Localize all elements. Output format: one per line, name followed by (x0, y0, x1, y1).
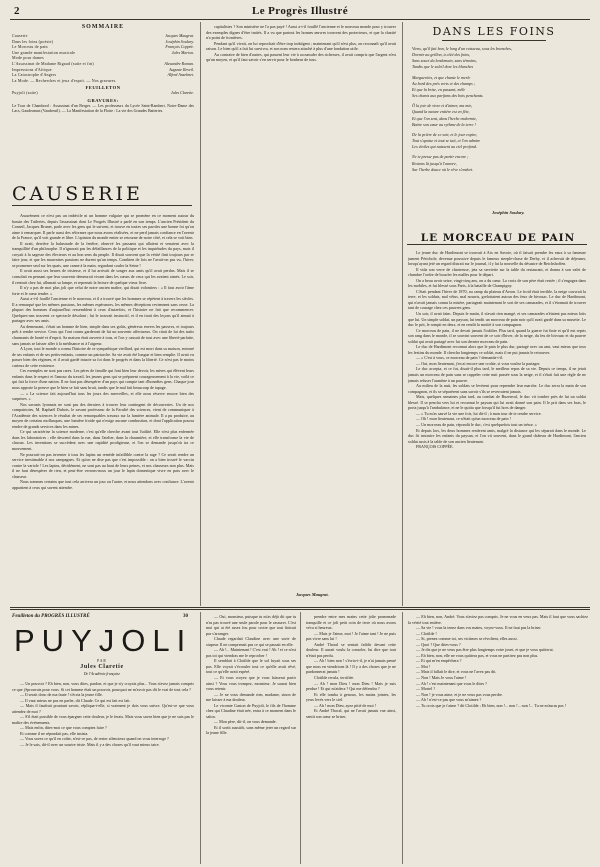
paragraph: — Un morceau de pain, répondit le duc, c'est quelquefois tout un trésor. » (416, 421, 537, 427)
sommaire-row (12, 90, 194, 96)
paragraph: — Il vaut mieux ne pas en parler, dit Claude. Ce qui est fait est fait. (20, 697, 131, 703)
poem-line: Viens, qu'il fait bon, le long d'un ruisseau, sous les branches, (412, 46, 512, 51)
paragraph: Un soir, il avait faim. Depuis le matin, il n'avait rien mangé, et ses camarades n'étaient pas mieux lotis que lui. Un simple soldat, un paysan, lui tendit un morceau de pain noir qu'il avait gardé dans sa musette. Le duc le prit, le rompit en deux, et en rendit la moitié à son compagnon. (408, 311, 586, 328)
paragraph: capitalistes ? Son ministère ne l'a pas payé ! Aussi a-t-il fouillé l'ancienne et le nouveau monde pour y trouver des exemples dignes d'être imités. Il a vu que partout les bonnes œuvres trouvent des protecteurs, et que la charité n'a point de frontières. (206, 24, 396, 41)
poem-line: Restons là jusqu'à l'aurore, (412, 160, 457, 166)
poem-line: Sur l'herbe douce où le rêve s'endort. (412, 166, 474, 172)
paragraph: Nos savants lyonnais ne sont pas des derniers à trouver leur contingent de découvertes. Un de nos compatriotes, M. Raphaël Dubois, le savant professeur de la Faculté des sciences, vient de communiquer à l'Académie des sciences le résultat de ses remarquables travaux sur la lumière animale. Il a pu produire, au moyen de certains mollusques, une lumière froide qui n'exige aucune combustion, et dont l'application pourra rendre de grands services dans les mines. (12, 401, 194, 429)
feuilleton-number: 30 (183, 614, 188, 619)
paragraph: — S'il était possible de vous épargner cette douleur, je le ferais. Mais vous savez bien que je ne suis pas le maître des événements. (12, 714, 194, 725)
paragraph: — Et vous croyez que je vous laisserai partir ainsi ? Vous vous trompez, monsieur. Je saurai bien vous retenir. (206, 675, 296, 692)
paragraph: Le duc de Hardimont reconnut alors que le pain le plus dur, partagé avec un ami, vaut mieux que tous les festins du monde. Il chercha longtemps ce soldat, mais il ne put jamais le retrouver. (408, 344, 586, 355)
paragraph: Clotilde recula, terrifiée. (314, 675, 355, 681)
paragraph: — Oui, mon lieutenant, j'en ai encore une croûte, si vous voulez la partager. (416, 360, 541, 366)
paragraph: Mais, quelques semaines plus tard, au combat de Buzenval, le duc vit tomber près de lui un soldat blessé. Il se pencha vers lui et reconnut le paysan qui lui avait donné son pain. Il le prit dans ses bras, le porta jusqu'à l'ambulance, et ne le quitta que lorsqu'il fut hors de danger. (408, 394, 586, 411)
paragraph: — Ah !... Maintenant ! C'est vrai ! Ah ! et ce n'est pas toi qui viendras me le reprocher ! (206, 647, 296, 658)
column-rule (300, 612, 301, 864)
paragraph: — Vous savez ce qu'il en coûte, n'est-ce pas, de rester silencieux quand on vous interroge ? (20, 736, 169, 742)
poem-line: Ses chants aux parfums des bois penchants. (412, 93, 484, 99)
paragraph: — Mais il faudrait pourtant savoir, répliqua-t-elle, si vraiment je dois vous suivre. Qu'est-ce que vous attendez de moi ? (12, 703, 194, 714)
paragraph: Et depuis lors, les deux hommes restèrent amis, malgré la distance qui les séparait dans le monde. Le duc fit instruire les enfants du paysan, et l'on vit souvent, dans le grand château de Hardimont, l'ancien soldat assis à la table de son ancien lieutenant. (408, 427, 586, 444)
poem-line: Tandis que le soleil dore les blanches (412, 64, 474, 70)
paragraph: Ce morceau de pain, il ne devait jamais l'oublier. Plus tard, quand la guerre fut finie et qu'il eut repris son rang dans le monde, il se souvint souvent de ce soir d'hiver, de la neige, du feu de bivouac et du pauvre soldat qui avait partagé avec lui son dernier morceau de pain. (408, 327, 586, 344)
sommaire-item-author: Alfred Anselmet. (167, 72, 194, 78)
poem-line: Quand la nature entière est en fête, (412, 109, 470, 115)
paragraph: Au demeurant, c'était un homme de bien, simple dans ses goûts, généreux envers les pauvres, et toujours prêt à rendre service. Ceux qui l'ont connu garderont de lui un souvenir affectueux. On citait de lui des traits charmants de bonté et d'esprit. Sa maison était ouverte à tous, et l'on y causait de tout avec une liberté parfaite, sans jamais se laisser aller à la médisance ni à l'aigreur. (12, 323, 194, 346)
paragraph: Et comme il ne répondait pas, elle insista. (20, 730, 89, 736)
feuilleton-column-4 (408, 614, 588, 863)
sommaire-item-author: Joséphin Soulary. (165, 38, 194, 44)
paragraph: Le vicomte Gaston de Puyjoli, le fils de l'homme chez qui Claudine était née, entra à ce moment dans le salon. (206, 702, 296, 719)
poem-rule (442, 40, 546, 41)
paragraph: — « C'est à vous, ce morceau de pain ? demanda-t-il. (416, 355, 504, 361)
sommaire-item-label: Causerie (12, 33, 28, 38)
paragraph: — Tu crois que je t'aime ? dit Clotilde ; Eh bien, non !... non !... non !... Tu ne m'auras pas ! (416, 702, 566, 708)
sommaire-item-author: Alexandre Roman. (164, 60, 194, 66)
paragraph: Et elle tomba à genoux, les mains jointes, les yeux levés vers le ciel. (306, 691, 396, 703)
feuilleton-heading: Feuilleton du PROGRÈS ILLUSTRÉ (12, 614, 90, 619)
paragraph: Il n'y a pas de mot plus joli que celui de notre ancien maître, qui disait volontiers : « Il faut avoir l'âme forte et le cœur tendre. » (12, 285, 194, 296)
poem-line: Les étoiles qui naissent au ciel profond. (412, 144, 478, 150)
paragraph: Ne pourrait-on pas inventer à tous les lapins un remède infaillible contre la rage ? Ce serait rendre un service inestimable à nos campagnes. Et qu'on ne dise pas que c'est impossible : on a bien trouvé le vaccin contre la variole ! Les lapins, décidément, ne sont pas au bout de leurs peines, et nos chasseurs non plus. Mais il ne faut désespérer de rien, et peut-être verrons-nous un jour le lapin domestique vivre en paix avec le chasseur. (12, 451, 194, 479)
paragraph: — Un pouvoir ? Eh bien, non, vous dites, pardon, et que je n'y croyais plus... Vous n'avez jamais compris ce que j'éprouvais pour vous. Si cet homme était un pouvoir, pourquoi ne m'avoir pas dit le vrai de tout cela ? (12, 681, 194, 692)
poem-line: Sans souci du lendemain, sans témoins, (412, 58, 477, 64)
feuilleton-label: FEUILLETON (85, 85, 121, 91)
poem-stanza (412, 154, 582, 172)
paragraph: — Oh ! mon lieutenant, ce n'était qu'un morceau de pain ! (416, 416, 511, 422)
paragraph: — Oui, monsieur, puisque tu m'as déjà dit que tu n'as pas trouvé une seule parole pour le rassurer. C'est moi qui ai été assez fou pour croire que tout finirait par s'arranger. (206, 614, 296, 636)
poem-stanza (412, 132, 582, 150)
paragraph: Au contraire de bien d'autres, qui passent leur vie à accumuler des richesses, il avait compris que l'argent n'est qu'un moyen, et qu'il faut savoir s'en servir pour le bonheur de tous. (206, 51, 396, 63)
paragraph: Aussi a-t-il fouillé l'ancienne et le nouveau, et il a trouvé que les hommes se répètent à travers les siècles. Il a remarqué que les mêmes passions, les mêmes espérances, les mêmes déceptions reviennent sans cesse. La plupart des hommes d'aujourd'hui ressemblent à ceux d'autrefois, et l'histoire ne fait que recommencer. Quelques-uns trouvent ce spectacle désolant ; lui le trouvait instructif, et il en tirait des leçons qu'il aimait à partager avec ses amis. (12, 296, 194, 324)
poem-line: Marguerites, et que chante le merle (412, 74, 471, 80)
column-2-body (206, 24, 396, 584)
page-number: 2 (14, 5, 20, 17)
paragraph: — Je le sais, dit-il avec un sourire triste. Mais il y a des choses qu'il vaut mieux taire. (20, 742, 160, 748)
sommaire-item-label: Puyjoli (suite) (12, 90, 38, 96)
sommaire-item-label: L'Assassinat de Madame Rigaud (suite et fin) (12, 60, 94, 66)
paragraph: — Clotilde ! (416, 630, 437, 636)
feuilleton-academy: De l'Académie française (83, 672, 121, 676)
sommaire-list (12, 33, 194, 83)
feuilleton-column-2 (206, 614, 296, 863)
morceau-title: LE MORCEAU DE PAIN (420, 232, 576, 244)
paragraph: On a beau avoir seize, vingt-cinq ans, on a du cœur. La croix de son père était restée ; il s'engagea dans les mobiles, et fut blessé sous Paris, à la bataille de Champigny. (408, 277, 586, 289)
gravures-text: Le Tour de Chambord : Assassinat d'un Berger. — Les professeurs du Lycée Saint-Rambert, Notre-Dame des Lacs, Gaudeamus (Vaudreuil). — La Manifestation de la Flotte : La vie des Grandes Batteries. (12, 102, 194, 114)
gravures-label: GRAVURES: (87, 97, 119, 103)
paragraph: — Mais il fallait le dire, et vous ne l'avez pas dit. (416, 669, 497, 675)
paragraph: Et André Thoral, qui ne l'avait jamais vue ainsi, sentit son cœur se briser. (306, 708, 396, 719)
sommaire-item-label: Mode pour dames (12, 55, 44, 61)
paragraph: Pendant qu'il vivait, on lui reprochait d'être trop indulgent ; maintenant qu'il n'est plus, on reconnaît qu'il avait raison. Le bien qu'il a fait lui survivra, et son nom restera attaché à plus d'une fondation utile. (206, 40, 396, 52)
sommaire-item-label: La Catastrophe d'Angers (12, 72, 57, 78)
paragraph: — Il serait donc de ma faute ! s'écria la jeune fille. (20, 692, 103, 698)
paragraph: C'était pendant l'hiver de 1870, au camp du plateau d'Avron. Le froid était terrible, la neige couvrait la terre, et les soldats, mal vêtus, mal nourris, grelottaient autour des feux de bivouac. Le duc de Hardimont, qui n'avait jamais connu la misère, partageait maintenant le sort de ses camarades, et il s'étonnait de trouver tant de courage chez ces pauvres gens. (408, 288, 586, 311)
paragraph: — Mortel ? (416, 686, 436, 692)
paragraph: — Non ! Mais Je vous l'aime ! (416, 675, 467, 681)
paragraph: — Ah ! n'est-ce pas que vous m'aimez ? (416, 697, 482, 703)
paragraph: A Lyon, tout le monde a connu l'histoire de ce sympathique vieillard, qui est mort dans sa maison, entouré de ses enfants et de ses petits-enfants, comme un patriarche. Sa vie avait été longue et bien remplie. Il avait vu passer bien des régimes, et il avait gardé intacte sa foi dans le progrès et dans la liberté. Ce n'est pas le moins curieux de cette existence. (12, 346, 194, 368)
poem-line: Et que l'on sent, dans l'herbe endormie, (412, 115, 477, 121)
sommaire-title: SOMMAIRE (81, 24, 125, 30)
column-rule (200, 22, 201, 606)
paragraph: Le jeune duc de Hardimont se trouvait à Aix en Savoie, où il faisait prendre les eaux à sa fameuse jument Périchole, devenue poussive depuis le fameux steeple-chase de Derby, et il achevait de déjeuner, lorsqu'ayant jeté un regard distrait sur le journal, il y lut la nouvelle du désastre de Reichshoffen. (408, 250, 586, 267)
poem-stanza (412, 103, 582, 128)
paragraph: Il semblait à Clotilde que le sol fuyait sous ses pas. Elle voyait s'écrouler tout ce qu'elle avait rêvé, tout ce qu'elle avait espéré. (206, 658, 296, 675)
poem-line: Au bord des prés verts et des champs ; (412, 80, 476, 86)
poem-line: Dormir au grillon, à côté des foins, (412, 52, 470, 58)
feuilleton-column-1 (12, 681, 194, 863)
paragraph: — « La science fait aujourd'hui tous les jours des merveilles, et elle nous réserve encore bien des surprises. » (12, 390, 194, 402)
paragraph: Assurément ce n'est pas un imbécile ni un homme vulgaire qui se promène en ce moment autour du bassin des Tuileries, depuis l'assassinat dont Le Progrès Illustré a parlé en son temps. L'ancien Président du Conseil, Jacques Brunet, parle avec les gens qui le suivent, et trouve en toutes ses paroles une bonne foi qu'on aime à remarquer. Il parle aussi des réformes que nous avons réalisées, et ne perd jamais confiance en l'avenir de la France, qu'il voit grande et libre. L'opinion du monde entier se retourne de notre côté, et cela se voit bien. (12, 213, 194, 241)
paragraph: Ce qui caractérise la science moderne, c'est qu'elle cherche avant tout l'utilité. Elle n'est plus enfermée dans les laboratoires ; elle descend dans la rue, dans l'atelier, dans la chaumière, et elle transforme la vie de chacun. Les inventions se succèdent avec une rapidité prodigieuse, et l'on se demande jusqu'où ira ce mouvement. (12, 429, 194, 451)
paragraph: Il avait aussi ses heures de tristesse, et il lui arrivait de songer aux amis qu'il avait perdus. Mais il se consolait en pensant que leur souvenir demeurait vivant dans les cœurs de ceux qui les avaient aimés. Le soir, il rentrait chez lui, allumait sa lampe, et reprenait la lecture de quelque vieux livre. (12, 268, 194, 285)
poem-stanza (412, 75, 582, 100)
paragraph: Le duc accepta, et ce fut, disait-il plus tard, le meilleur repas de sa vie. Depuis ce temps, il ne jetait jamais un morceau de pain sans se rappeler cette nuit passée sous la neige, et il s'était fait une règle de ne jamais refuser l'aumône à un pauvre. (408, 366, 586, 383)
column-rule (402, 612, 403, 864)
sommaire-box (12, 33, 194, 181)
morceau-body (408, 250, 586, 604)
poem-title: DANS LES FOINS (432, 25, 556, 38)
poem-signature: Joséphin Soulary. (492, 210, 525, 215)
poem-line: De la prière de ce soir, et le jour expire, (412, 131, 478, 137)
paragraph: — Non ! je vous aime, et je ne veux pas vous perdre. (416, 691, 503, 697)
paragraph: Claude regardait Claudine avec une sorte de stupeur. Il ne comprenait pas ce qui se passait en elle. (206, 636, 296, 647)
sommaire-item-author: Jacques Maugrat. (165, 33, 194, 38)
paragraph: — Mais je l'aime, moi ! Je l'aime tant ! Je ne puis pas vivre sans lui ! (306, 630, 396, 642)
poem-line: Ne te presse pas de partir encore ; (412, 154, 469, 160)
poem-body (412, 46, 582, 177)
poem-line: Tout s'apaise et tout se tait, et l'on admire (412, 138, 481, 144)
poem-stanza (412, 46, 582, 71)
paragraph: Au milieu de la nuit, les soldats se levèrent pour reprendre leur marche. Le duc serra la main de son compagnon, et ils se séparèrent sans savoir s'ils se reverraient jamais. (408, 383, 586, 394)
paragraph: — Sa vie ! vous la tenez dans vos mains, voyez-vous. Il ne faut pas la briser. (416, 625, 542, 631)
paragraph: Nous sommes certains que tout cela arrivera un jour ou l'autre, et nous attendons avec confiance. L'avenir appartient à ceux qui savent attendre. (12, 479, 194, 490)
sommaire-item-label: Impressions d'Afrique (12, 66, 52, 72)
page-header (10, 5, 590, 19)
paragraph: — Mon père, dit-il, on vous demande. (214, 719, 277, 725)
feuilleton-rule (10, 609, 590, 610)
paragraph: FRANÇOIS COPPÉE. (416, 444, 454, 450)
paragraph: — Eh bien, non, André. Vous n'aviez pas compris. Je ne vous en veux pas. Mais il faut que vous sachiez la vérité tout entière. (408, 614, 588, 625)
feuilleton-title: PUYJOLI (14, 623, 193, 658)
masthead: Le Progrès Illustré (252, 5, 348, 17)
causerie-title: CAUSERIE (12, 183, 192, 206)
paragraph: — « Tu m'as sauvé la vie une fois, lui dit-il ; à mon tour de te rendre service. (416, 410, 542, 416)
paragraph: — Ah ! mon Dieu, ayez pitié de moi ! (314, 702, 377, 708)
feuilleton-column-3 (306, 614, 396, 863)
header-rule (10, 19, 590, 20)
paragraph: — Eh bien, non, elle ne vous quittera pas, et vous ne partirez pas non plus. (416, 652, 539, 658)
poem-line: Ô la joie de vivre et d'aimer, ma mie, (412, 103, 473, 109)
sommaire-item-label: Dans les foins (poésie) (12, 38, 54, 44)
paragraph: prendre entre mes mains cette jolie promenade tranquille et ce joli petit coin de terre où nous avons vécu si heureux. (306, 614, 396, 631)
sommaire-row (12, 78, 194, 84)
poem-line: Et que la brise, en passant, mêle (412, 86, 466, 92)
paragraph: Et il sortit aussitôt, sans même jeter un regard sur la jeune fille. (206, 724, 296, 736)
feuilleton-par: PAR (97, 659, 107, 663)
paragraph: — Mais enfin, dites-moi ce que vous comptez faire ? (20, 725, 107, 731)
sommaire-item-author: Jules Marion. (171, 49, 194, 55)
sommaire-item-label: La Mode. — Recherches et jeux d'esprit. — Nos gravures. (12, 77, 117, 83)
paragraph: — Moi ! (416, 663, 431, 669)
poem-line: Battre son cœur au rythme de la terre ! (412, 121, 476, 127)
causerie-signature: Jacques Maugrat. (296, 592, 329, 597)
feuilleton-author: Jules Claretie (80, 664, 124, 670)
paragraph: — Ah ! c'est maintenant que vous le dites ? (416, 680, 487, 686)
morceau-rule (407, 244, 587, 245)
sommaire-item-author: Auguste Reveil. (169, 66, 194, 72)
paragraph: — Je ne vous demande rien, madame, sinon de me laisser à ma douleur. (206, 691, 296, 703)
paragraph: — Quoi ? Que dites-vous ? (416, 641, 461, 647)
sommaire-item-label: Le Morceau de pain (12, 44, 48, 50)
paragraph: André Thoral se sentait faiblir devant cette douleur. Il aurait voulu la consoler, lui dire que tout n'était pas perdu. (306, 641, 396, 658)
paragraph: — Ah ! mon Dieu ! mon Dieu ! Mais je suis perdue ! Et qui m'aidera ? Qui me défendra ? (306, 680, 396, 692)
sommaire-item-author: François Coppée. (165, 44, 194, 50)
paragraph: Il avait, derrière la balustrade de la fenêtre, observé les passants qui allaient et venaient avec la tranquillité d'un philosophe. Il n'ignorait pas les défaillances de la politique et les inquiétudes du pays, mais il croyait à la sagesse des électeurs et au bon sens du peuple. Il disait souvent que la vérité finit toujours par se faire jour, et que les mauvaises passions ne durent qu'un temps. Combien de fois ne l'avait-on pas vu, l'hiver, se promener seul sur les quais, une canne à la main, regardant couler la Seine ! (12, 240, 194, 268)
causerie-body (12, 213, 194, 605)
sommaire-item-label: Une grande manifestation musicale (12, 49, 76, 55)
paragraph: — Je dis que je ne veux pas être plus longtemps votre jouet, et que je vous quitterai. (416, 647, 554, 653)
column-rule (402, 22, 403, 606)
paragraph: — Et qui m'en empêchera ? (416, 658, 462, 664)
sommaire-item-author: Jules Claretie. (170, 90, 194, 96)
paragraph: — Ah ! bien non ! s'écria-t-il, je n'ai jamais pensé que nous en viendrions là ! Il y a des choses que je ne pardonnerai jamais ! (306, 658, 396, 675)
paragraph: — Si, prenez comme toi, ses victimes se révoltent, elles aussi. (416, 636, 518, 642)
paragraph: Il vida son verre de chartreuse, jeta sa serviette sur la table du restaurant, et donna à son valet de chambre l'ordre de boucler les malles pour le départ. (408, 266, 586, 278)
paragraph: Ces exemples ne sont pas rares. Les pères de famille qui font bien leur devoir, les mères qui élèvent leurs enfants dans le respect et l'amour du travail, les jeunes gens qui se préparent courageusement à la vie, voilà ce qui fait la force d'une nation. Il ne faut pas désespérer d'un pays qui compte tant d'honnêtes gens. Chaque jour nous apporte la preuve que le bien se fait sans bruit, tandis que le mal fait beaucoup de tapage. (12, 368, 194, 390)
feuilleton-rule (10, 607, 590, 608)
column-rule (200, 612, 201, 864)
